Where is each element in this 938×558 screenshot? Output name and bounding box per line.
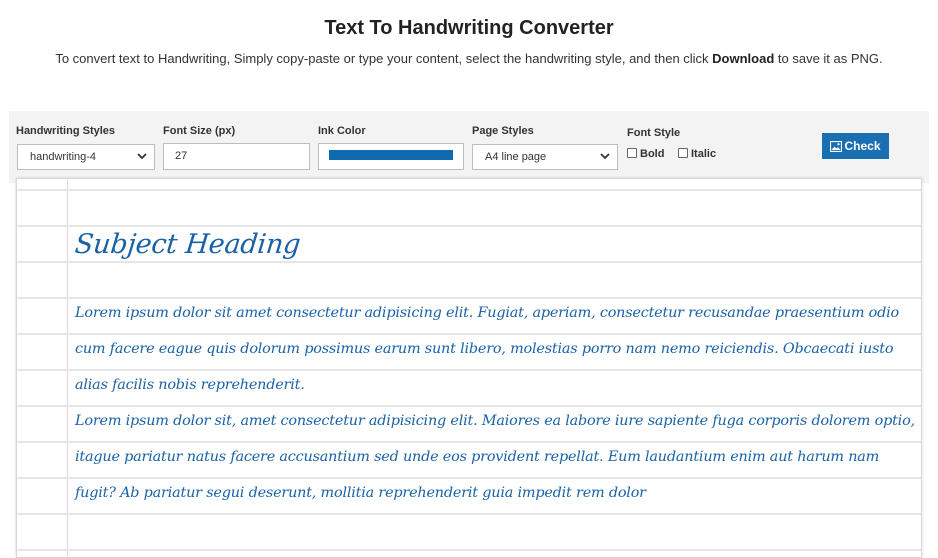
handwriting-style-select[interactable] <box>17 144 155 170</box>
italic-checkbox-label: Italic <box>691 148 717 160</box>
ink-color-swatch <box>329 150 453 160</box>
page-rule-line <box>17 405 922 407</box>
bold-checkbox[interactable] <box>627 148 664 161</box>
page-styles-label: Page Styles <box>472 125 534 137</box>
check-button[interactable] <box>822 133 889 159</box>
chevron-down-icon <box>599 150 611 162</box>
bold-checkbox-label: Bold <box>640 148 665 160</box>
subtitle-download-word: Download <box>712 51 775 66</box>
page-rule-line <box>17 297 922 299</box>
subtitle-text-start: To convert text to Handwriting, Simply copy-paste or type your content, select the handwriting style, and then click <box>55 51 713 66</box>
italic-checkbox[interactable] <box>678 148 716 161</box>
handwriting-line: fugit? Ab pariatur segui deserunt, mollitia reprehenderit guia impedit rem dolor <box>75 485 646 501</box>
subtitle-text-end: to save it as PNG. <box>774 51 883 66</box>
page-rule-line <box>17 225 922 227</box>
handwriting-line: cum facere eague quis dolorum possimus earum sunt libero, molestias porro nam nemo reiciendis. Obcaecati iusto <box>75 341 894 357</box>
handwriting-line: itague pariatur natus facere accusantium sed unde eos provident repellat. Eum laudantium enim aut harum nam <box>75 449 880 465</box>
handwriting-style-value: handwriting-4 <box>30 151 97 163</box>
page-rule-line <box>17 441 922 443</box>
page-rule-line <box>17 189 922 191</box>
chevron-down-icon <box>136 150 148 162</box>
page-rule-line <box>17 369 922 371</box>
handwriting-styles-label: Handwriting Styles <box>16 125 116 137</box>
page-rule-line <box>17 549 922 551</box>
page-subtitle <box>0 51 938 66</box>
page-rule-line <box>17 513 922 515</box>
page-style-select[interactable] <box>472 144 618 170</box>
handwriting-preview-page <box>16 178 922 558</box>
handwriting-line: Lorem ipsum dolor sit amet consectetur adipisicing elit. Fugiat, aperiam, consectetur recusandae praesentium odio <box>75 305 899 321</box>
page-title: Text To Handwriting Converter <box>324 17 614 39</box>
ink-color-label: Ink Color <box>318 125 366 137</box>
handwriting-line: alias facilis nobis reprehenderit. <box>75 377 305 393</box>
toolbar <box>9 111 929 183</box>
page-rule-line <box>17 477 922 479</box>
page-rule-line <box>17 261 922 263</box>
bold-checkbox-box[interactable] <box>627 148 637 158</box>
page-rule-line <box>17 333 922 335</box>
italic-checkbox-box[interactable] <box>678 148 688 158</box>
font-style-label: Font Style <box>627 127 681 139</box>
font-size-label: Font Size (px) <box>163 125 236 137</box>
handwriting-heading: Subject Heading <box>73 229 302 260</box>
check-button-label: Check <box>844 139 881 153</box>
font-size-input[interactable]: 27 <box>163 143 310 170</box>
image-icon <box>830 141 842 152</box>
handwriting-line: Lorem ipsum dolor sit, amet consectetur adipisicing elit. Maiores ea labore iure sapiente fuga corporis dolorem optio, <box>75 413 915 429</box>
page-style-value: A4 line page <box>485 151 547 163</box>
ink-color-picker[interactable] <box>318 143 464 170</box>
